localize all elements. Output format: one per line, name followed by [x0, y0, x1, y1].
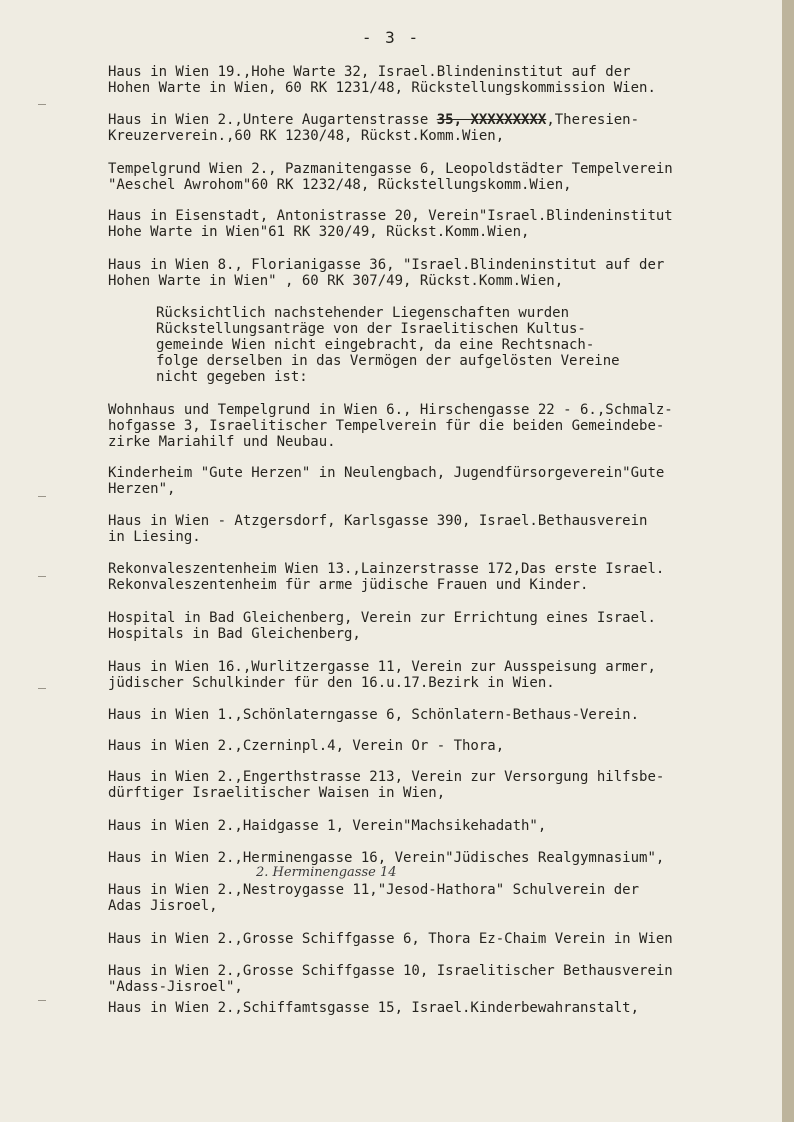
entry-untere-augartenstrasse	[108, 112, 768, 144]
margin-mark	[38, 496, 46, 497]
entry-hirschengasse: Wohnhaus und Tempelgrund in Wien 6., Hirschengasse 22 - 6.,Schmalz- hofgasse 3, Israelitischer Tempelverein für die beiden Gemeindebe- zirke Mariahilf und Neubau.	[108, 402, 673, 450]
struck-text: 35, XXXXXXXXX	[436, 112, 547, 128]
indented-note: Rücksichtlich nachstehender Liegenschaften wurden Rückstellungsanträge von der Israelitischen Kultus- gemeinde Wien nicht eingebracht, da eine Rechtsnach- folge derselben in das Vermögen der aufgelösten Vereine nicht gegeben ist:	[156, 305, 620, 385]
entry-grosse-schiffgasse-6: Haus in Wien 2.,Grosse Schiffgasse 6, Thora Ez-Chaim Verein in Wien	[108, 931, 673, 947]
entry-lainzerstrasse: Rekonvaleszentenheim Wien 13.,Lainzerstrasse 172,Das erste Israel. Rekonvaleszentenheim für arme jüdische Frauen und Kinder.	[108, 561, 665, 593]
entry-haidgasse: Haus in Wien 2.,Haidgasse 1, Verein"Machsikehadath",	[108, 818, 547, 834]
entry-czerninplatz: Haus in Wien 2.,Czerninpl.4, Verein Or - Thora,	[108, 738, 505, 754]
page-number: - 3 -	[361, 28, 421, 47]
margin-mark	[38, 576, 46, 577]
entry-schiffamtsgasse: Haus in Wien 2.,Schiffamtsgasse 15, Israel.Kinderbewahranstalt,	[108, 1000, 640, 1016]
handwritten-annotation: 2. Herminengasse 14	[256, 865, 397, 880]
page-edge-shadow	[782, 0, 794, 1122]
margin-mark	[38, 104, 46, 105]
margin-mark	[38, 1000, 46, 1001]
margin-mark	[38, 688, 46, 689]
entry-schoenlaterngasse: Haus in Wien 1.,Schönlaterngasse 6, Schönlatern-Bethaus-Verein.	[108, 707, 640, 723]
entry-line-continued: Kreuzerverein.,60 RK 1230/48, Rückst.Komm.Wien,	[108, 128, 505, 144]
entry-gute-herzen: Kinderheim "Gute Herzen" in Neulengbach, Jugendfürsorgeverein"Gute Herzen",	[108, 465, 665, 497]
entry-line-start: Haus in Wien 2.,Untere Augartenstrasse	[108, 112, 437, 128]
entry-wurlitzergasse: Haus in Wien 16.,Wurlitzergasse 11, Verein zur Ausspeisung armer, jüdischer Schulkinder für den 16.u.17.Bezirk in Wien.	[108, 659, 656, 691]
entry-bad-gleichenberg: Hospital in Bad Gleichenberg, Verein zur Errichtung eines Israel. Hospitals in Bad Gleichenberg,	[108, 610, 656, 642]
entry-pazmanitengasse: Tempelgrund Wien 2., Pazmanitengasse 6, Leopoldstädter Tempelverein "Aeschel Awrohom"60 RK 1232/48, Rückstellungskomm.Wien,	[108, 161, 673, 193]
entry-line-end: ,Theresien-	[546, 112, 640, 128]
entry-eisenstadt: Haus in Eisenstadt, Antonistrasse 20, Verein"Israel.Blindeninstitut Hohe Warte in Wien"61 RK 320/49, Rückst.Komm.Wien,	[108, 208, 673, 240]
entry-herminengasse: Haus in Wien 2.,Herminengasse 16, Verein"Jüdisches Realgymnasium",	[108, 850, 665, 866]
entry-florianigasse: Haus in Wien 8., Florianigasse 36, "Israel.Blindeninstitut auf der Hohen Warte in Wien" , 60 RK 307/49, Rückst.Komm.Wien,	[108, 257, 665, 289]
entry-blindeninstitut-hohe-warte: Haus in Wien 19.,Hohe Warte 32, Israel.Blindeninstitut auf der Hohen Warte in Wien, 60 RK 1231/48, Rückstellungskommission Wien.	[108, 64, 656, 96]
entry-nestroygasse: Haus in Wien 2.,Nestroygasse 11,"Jesod-Hathora" Schulverein der Adas Jisroel,	[108, 882, 640, 914]
entry-atzgersdorf: Haus in Wien - Atzgersdorf, Karlsgasse 390, Israel.Bethausverein in Liesing.	[108, 513, 648, 545]
entry-engerthstrasse: Haus in Wien 2.,Engerthstrasse 213, Verein zur Versorgung hilfsbe- dürftiger Israelitischer Waisen in Wien,	[108, 769, 665, 801]
entry-grosse-schiffgasse-10: Haus in Wien 2.,Grosse Schiffgasse 10, Israelitischer Bethausverein "Adass-Jisroel",	[108, 963, 673, 995]
